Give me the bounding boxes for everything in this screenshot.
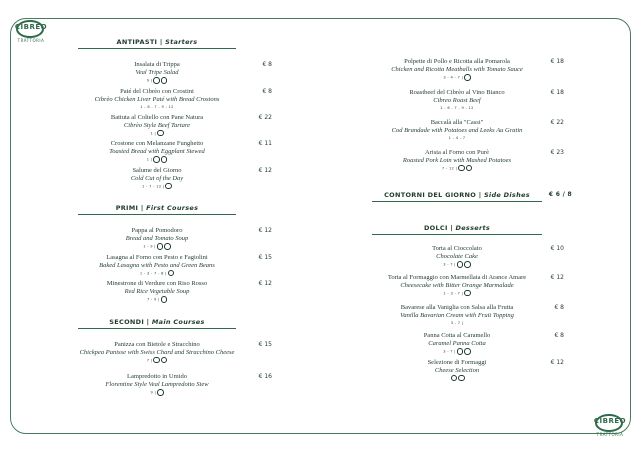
- menu-item: [372, 118, 564, 141]
- item-allergens: [78, 130, 236, 137]
- item-translation: Veal Tripe Salad: [135, 69, 179, 76]
- allergen-codes: 3 - 4 - 7 |: [443, 75, 464, 80]
- item-name: Crostone con Melanzane Funghetto: [110, 140, 204, 147]
- item-translation: Cheese Selection: [434, 366, 480, 374]
- item-allergens: [78, 243, 236, 250]
- allergen-icon: [153, 357, 160, 364]
- item-price: € 8: [554, 304, 564, 311]
- section-price: € 6 / 8: [548, 191, 572, 198]
- item-name: Pappa al Pomodoro: [131, 227, 183, 234]
- item-price: € 16: [258, 373, 272, 380]
- item-name: Bavarese alla Vaniglia con Salsa alla Frutta: [400, 304, 514, 311]
- item-allergens: 1 - 4 - 7: [448, 135, 466, 140]
- menu-item: [78, 340, 272, 364]
- item-allergens: [78, 77, 236, 84]
- item-allergens: [78, 357, 236, 364]
- logo-text: CIBREO: [593, 417, 627, 425]
- allergen-codes: 9 |: [146, 78, 153, 83]
- secondi-continued: [372, 58, 570, 171]
- item-translation: Bread and Tomato Soup: [125, 235, 189, 242]
- allergen-icon: [161, 156, 168, 163]
- item-name: Panna Cotta al Caramello: [423, 332, 491, 339]
- section-heading: PRIMI | First Courses: [78, 204, 236, 215]
- allergen-codes: 1 |: [150, 130, 157, 135]
- item-name: Salume del Giorno: [132, 166, 182, 174]
- section-title: CONTORNI DEL GIORNO: [384, 191, 477, 199]
- allergen-codes: 9 |: [150, 390, 157, 395]
- item-translation: Caramel Panna Cotta: [428, 340, 486, 347]
- item-allergens: [372, 74, 542, 81]
- item-allergens: [372, 261, 542, 268]
- allergen-icon: [464, 348, 471, 355]
- item-name: Minestrone di Verdure con Riso Rosso: [106, 280, 208, 287]
- item-allergens: 1 - 6 - 7 - 9 - 12: [440, 105, 474, 110]
- menu-item: [372, 245, 564, 268]
- section-antipasti: [78, 38, 274, 189]
- item-allergens: [78, 389, 236, 396]
- item-price: € 12: [550, 358, 564, 366]
- item-name: Lampredotto in Umido: [127, 373, 187, 380]
- menu-item: [78, 253, 272, 277]
- section-dolci: [372, 224, 570, 381]
- menu-item: [78, 280, 272, 303]
- allergen-icon: [161, 296, 168, 303]
- allergen-icon: [161, 357, 168, 364]
- item-price: € 15: [258, 340, 272, 348]
- section-subtitle: Starters: [165, 38, 198, 46]
- menu-item: [372, 332, 564, 355]
- item-name: Insalata di Trippa: [134, 61, 180, 68]
- item-price: € 15: [258, 253, 272, 261]
- menu-item: [78, 61, 272, 84]
- item-name: Selezione di Formaggi: [427, 358, 487, 366]
- allergen-icon: [153, 156, 160, 163]
- menu-item: [78, 227, 272, 250]
- allergen-codes: 3 - 7 |: [443, 262, 456, 267]
- item-translation: Toasted Bread with Eggplant Stewed: [109, 148, 205, 155]
- menu-item: [78, 166, 272, 190]
- item-name: Paté del Cibrèo con Crostini: [120, 87, 194, 95]
- allergen-codes: 7 - 9 |: [146, 297, 160, 302]
- brand-logo-top: [14, 18, 48, 44]
- allergen-icon: [157, 130, 164, 137]
- item-translation: Cold Cut of the Day: [130, 174, 184, 182]
- menu-item: [78, 87, 272, 110]
- item-price: € 18: [550, 88, 564, 96]
- menu-item: [78, 140, 272, 163]
- item-translation: Cod Brandade with Potatoes and Leeks Au Gratin: [391, 126, 523, 134]
- allergen-codes: 1 - 3 - 7 |: [443, 290, 464, 295]
- item-allergens: [372, 165, 542, 172]
- allergen-icon: [458, 375, 465, 382]
- item-translation: Roasted Pork Loin with Mashed Potatoes: [402, 156, 512, 164]
- item-translation: Vanilla Bavarian Cream with Fruit Topping: [400, 312, 514, 319]
- section-primi: [78, 204, 274, 303]
- section-title: ANTIPASTI: [116, 38, 158, 46]
- item-price: € 8: [262, 87, 272, 95]
- item-price: € 12: [258, 280, 272, 287]
- item-allergens: [372, 375, 542, 382]
- item-name: Roastbeef del Cibrèo al Vino Bianco: [409, 88, 505, 96]
- brand-logo-bottom: [593, 412, 627, 438]
- item-allergens: 1 - 6 - 7 - 9 - 12: [140, 104, 174, 109]
- item-translation: Red Rice Vegetable Soup: [124, 288, 190, 295]
- item-name: Battuta al Coltello con Pane Natura: [110, 113, 204, 121]
- menu-item: [372, 358, 564, 382]
- section-subtitle: First Courses: [146, 204, 199, 212]
- allergen-codes: 1 - 7 - 12 |: [142, 183, 165, 188]
- allergen-codes: 3 - 7 |: [443, 349, 456, 354]
- item-allergens: [78, 296, 236, 303]
- item-allergens: [78, 183, 236, 190]
- item-price: € 22: [258, 113, 272, 121]
- section-subtitle: Main Courses: [151, 317, 205, 326]
- logo-subtext: TRATTORIA: [596, 432, 624, 437]
- item-allergens: [372, 290, 542, 297]
- item-allergens: [78, 270, 236, 277]
- item-translation: Chocolate Cake: [436, 253, 478, 260]
- section-heading: SECONDI | Main Courses: [78, 318, 236, 329]
- section-contorni: [372, 191, 570, 202]
- item-translation: Chicken and Ricotta Meatballs with Tomato Sauce: [391, 66, 523, 73]
- allergen-icon: [457, 261, 464, 268]
- allergen-icon: [457, 348, 464, 355]
- section-title: PRIMI: [115, 204, 139, 212]
- item-price: € 10: [550, 245, 564, 252]
- section-secondi: [78, 318, 274, 396]
- item-translation: Cibrèo Chicken Liver Paté with Bread Crostons: [94, 95, 220, 103]
- item-name: Arista al Forno con Purè: [425, 148, 489, 156]
- allergen-icon: [157, 389, 164, 396]
- allergen-codes: 1 |: [146, 157, 153, 162]
- item-translation: Cheesecake with Bitter Orange Marmalade: [400, 281, 514, 289]
- menu-item: [372, 273, 564, 297]
- item-price: € 12: [550, 273, 564, 281]
- section-title: DOLCI: [423, 224, 448, 232]
- item-translation: Florentine Style Veal Lampredotto Stew: [105, 381, 209, 388]
- allergen-icon: [168, 270, 175, 277]
- item-translation: Baked Lasagna with Pesto and Green Beans: [99, 261, 215, 269]
- item-price: € 18: [550, 58, 564, 65]
- item-price: € 12: [258, 227, 272, 234]
- menu-item: [372, 148, 564, 172]
- item-price: € 8: [262, 61, 272, 68]
- menu-item: [372, 88, 564, 111]
- left-column: [78, 38, 274, 396]
- allergen-codes: 1 - 9 |: [143, 244, 156, 249]
- allergen-icon: [464, 290, 471, 297]
- right-column: [372, 56, 570, 381]
- allergen-icon: [458, 165, 465, 172]
- item-name: Torta al Formaggio con Marmellata di Arance Amare: [387, 273, 527, 281]
- allergen-icon: [451, 375, 458, 382]
- item-price: € 8: [554, 332, 564, 339]
- item-name: Torta al Cioccolato: [432, 245, 482, 252]
- item-allergens: 3 - 7 |: [450, 321, 464, 325]
- allergen-codes: 7 - 12 |: [441, 165, 458, 170]
- allergen-icon: [464, 261, 471, 268]
- item-translation: Chickpea Panisse with Swiss Chard and Stracchino Cheese: [79, 348, 235, 356]
- allergen-icon: [153, 77, 160, 84]
- allergen-icon: [464, 74, 471, 81]
- allergen-codes: 1 - 3 - 7 - 8 |: [139, 270, 167, 275]
- section-subtitle: Desserts: [455, 224, 491, 232]
- item-name: Panizza con Bietole e Stracchino: [114, 340, 200, 348]
- allergen-icon: [165, 183, 172, 190]
- item-allergens: [372, 348, 542, 355]
- menu-item: [78, 113, 272, 137]
- logo-subtext: TRATTORIA: [17, 38, 45, 43]
- logo-text: CIBREO: [14, 23, 48, 31]
- section-subtitle: Side Dishes: [483, 191, 530, 199]
- item-translation: Cibrèo Style Beef Tartare: [123, 121, 191, 129]
- item-name: Baccalà alla "Cassi": [430, 118, 484, 126]
- item-name: Polpette di Pollo e Ricotta alla Pomarola: [404, 58, 510, 65]
- section-heading: DOLCI | Desserts: [372, 224, 542, 235]
- item-price: € 12: [258, 166, 272, 174]
- menu-item: [372, 304, 564, 326]
- item-price: € 22: [550, 118, 564, 126]
- section-title: SECONDI: [109, 317, 145, 326]
- item-name: Lasagna al Forno con Pesto e Fagiolini: [106, 253, 208, 261]
- section-heading: ANTIPASTI | Starters: [78, 38, 236, 49]
- allergen-icon: [466, 165, 473, 172]
- section-heading: CONTORNI DEL GIORNO | Side Dishes € 6 / 8: [372, 191, 542, 202]
- item-price: € 23: [550, 148, 564, 156]
- item-allergens: [78, 156, 236, 163]
- allergen-codes: 7 |: [146, 357, 153, 362]
- allergen-icon: [161, 77, 168, 84]
- menu-item: [78, 373, 272, 396]
- allergen-icon: [164, 243, 171, 250]
- menu-item: [372, 58, 564, 81]
- item-translation: Cibreo Roast Beef: [433, 96, 481, 104]
- item-price: € 11: [258, 140, 272, 147]
- allergen-icon: [157, 243, 164, 250]
